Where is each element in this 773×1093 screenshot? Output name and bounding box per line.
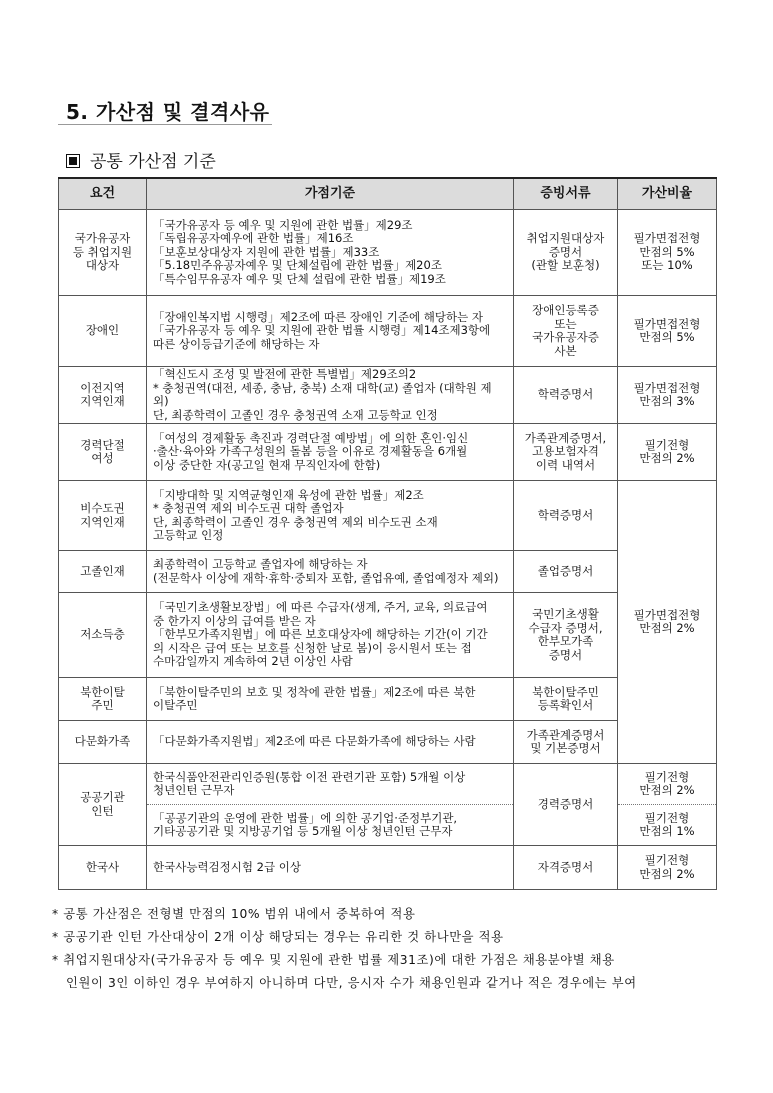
filled-square-icon [66, 154, 80, 168]
documents-cell [514, 593, 618, 678]
cell-line: 이전지역 [80, 380, 125, 395]
note-item: * 취업지원대상자(국가유공자 등 예우 및 지원에 관한 법률 제31조)에 대한 가점은 채용분야별 채용 [52, 953, 615, 967]
cell-line: 「한부모가족지원법」에 따른 보호대상자에 해당하는 기간(이 기간 [153, 627, 488, 642]
subsection-title [66, 147, 216, 172]
documents-cell [514, 210, 618, 296]
cell-line: 따른 상이등급기준에 해당하는 자 [153, 336, 320, 351]
cell-line: 장애인 [85, 323, 120, 338]
cell-line: 필가면접전형 [633, 380, 701, 395]
cell-line: 증명서 [548, 244, 583, 259]
cell-line: 필기전형 [644, 769, 690, 784]
requirement-cell [59, 481, 147, 551]
ratio-cell-merged [618, 481, 717, 764]
criteria-cell [147, 593, 514, 678]
requirement-cell [59, 764, 147, 846]
cell-line: (관할 보훈청) [531, 258, 600, 273]
table-row [59, 805, 717, 846]
table-row [59, 846, 717, 890]
criteria-cell [147, 805, 514, 846]
documents-cell [514, 721, 618, 764]
cell-line: 저소득층 [80, 627, 125, 642]
cell-line: 필가면접전형 [633, 231, 701, 246]
cell-line: 국가유공자 [74, 231, 131, 246]
cell-line: 「독립유공자예우에 관한 법률」제16조 [153, 231, 354, 246]
documents-cell [514, 551, 618, 593]
header-requirement: 요건 [59, 178, 147, 210]
cell-line: 가족관계증명서, [524, 430, 607, 445]
cell-line: 기타공공기관 및 지방공기업 등 5개월 이상 청년인턴 근무자 [153, 824, 453, 838]
ratio-cell [618, 424, 717, 481]
requirement-cell [59, 296, 147, 367]
cell-line: 취업지원대상자 [526, 231, 605, 246]
cell-line: 만점의 5% [639, 244, 695, 259]
cell-line: 「북한이탈주민의 보호 및 정착에 관한 법률」제2조에 따른 북한 [153, 684, 476, 699]
cell-line: 「혁신도시 조성 및 발전에 관한 특별법」제29조의2 [153, 367, 417, 381]
criteria-cell [147, 764, 514, 805]
cell-line: 「지방대학 및 지역균형인재 육성에 관한 법률」제2조 [153, 487, 424, 502]
cell-line: 인턴 [91, 803, 114, 818]
ratio-cell [618, 296, 717, 367]
cell-line: 등 취업지원 [72, 244, 133, 259]
documents-cell [514, 846, 618, 890]
cell-line: 지역인재 [80, 394, 125, 408]
cell-line: 등록확인서 [537, 698, 594, 712]
cell-line: 필기전형 [644, 437, 690, 452]
cell-line: 지역인재 [80, 514, 125, 529]
requirement-cell [59, 846, 147, 890]
ratio-cell [618, 367, 717, 424]
cell-line: 한국식품안전관리인증원(통합 이전 관련기관 포함) 5개월 이상 [153, 769, 466, 784]
cell-line: 중 한가지 이상의 급여를 받은 자 [153, 613, 316, 628]
cell-line: 「5.18민주유공자예우 및 단체설립에 관한 법률」제20조 [153, 258, 442, 273]
cell-line: 단, 최종학력이 고졸인 경우 충청권역 소재 고등학교 인정 [153, 407, 438, 422]
criteria-cell [147, 367, 514, 424]
criteria-cell [147, 846, 514, 890]
criteria-cell [147, 296, 514, 367]
cell-line: 졸업증명서 [537, 563, 594, 578]
cell-line: 만점의 2% [639, 621, 695, 635]
section-title: 5. 가산점 및 결격사유 [66, 100, 270, 124]
cell-line: 다문화가족 [74, 734, 131, 749]
cell-line: 만점의 3% [639, 394, 695, 408]
cell-line: 경력단절 [80, 437, 125, 452]
notes [52, 903, 722, 995]
requirement-cell [59, 367, 147, 424]
cell-line: 고용보험자격 [532, 444, 599, 459]
cell-line: 「장애인복지법 시행령」제2조에 따른 장애인 기준에 해당하는 자 [153, 309, 483, 324]
table-header-row [59, 178, 717, 210]
cell-line: 및 기본증명서 [530, 741, 601, 755]
cell-line: 만점의 2% [639, 783, 695, 797]
documents-cell [514, 678, 618, 721]
cell-line: 증명서 [548, 647, 583, 662]
cell-line: 국가유공자증 [532, 330, 599, 344]
documents-cell [514, 424, 618, 481]
cell-line: 이탈주민 [153, 698, 198, 712]
cell-line: 한부모가족 [537, 634, 594, 648]
cell-line: ·출산·육아와 가족구성원의 돌봄 등을 이유로 경제활동을 6개월 [153, 444, 468, 459]
cell-line: 「국가유공자 등 예우 및 지원에 관한 법률」제29조 [153, 217, 413, 232]
criteria-cell [147, 678, 514, 721]
cell-line: 한국사능력검정시험 2급 이상 [153, 859, 301, 874]
cell-line: 「여성의 경제활동 촉진과 경력단절 예방법」에 의한 혼인·임신 [153, 430, 469, 445]
cell-line: 가족관계증명서 [526, 727, 605, 742]
documents-cell [514, 481, 618, 551]
cell-line: 수급자 증명서, [528, 620, 603, 635]
table-row [59, 367, 717, 424]
table-row [59, 296, 717, 367]
documents-cell [514, 367, 618, 424]
subsection-title-text: 공통 가산점 기준 [90, 152, 216, 172]
criteria-cell [147, 210, 514, 296]
ratio-cell [618, 764, 717, 805]
ratio-cell [618, 805, 717, 846]
criteria-cell [147, 721, 514, 764]
cell-line: 필기전형 [644, 810, 690, 825]
cell-line: 「보훈보상대상자 지원에 관한 법률」제33조 [153, 244, 380, 259]
cell-line: 필기전형 [644, 853, 690, 867]
cell-line: 「특수임무유공자 예우 및 단체 설립에 관한 법률」제19조 [153, 271, 446, 286]
note-item: * 공통 가산점은 전형별 만점의 10% 범위 내에서 중복하여 적용 [52, 907, 416, 921]
ratio-cell [618, 846, 717, 890]
criteria-cell [147, 424, 514, 481]
cell-line: 「국민기초생활보장법」에 따른 수급자(생계, 주거, 교육, 의료급여 [153, 600, 488, 615]
cell-line: 만점의 2% [639, 866, 695, 881]
cell-line: 고등학교 인정 [153, 528, 224, 542]
cell-line: 청년인턴 근무자 [153, 783, 235, 797]
cell-line: (전문학사 이상에 재학·휴학·중퇴자 포함, 졸업유예, 졸업예정자 제외) [153, 570, 499, 585]
ratio-cell [618, 210, 717, 296]
header-ratio: 가산비율 [618, 178, 717, 210]
cell-line: 만점의 5% [639, 330, 695, 344]
cell-line: 또는 10% [641, 258, 693, 273]
criteria-cell [147, 551, 514, 593]
cell-line: 여성 [91, 451, 114, 465]
requirement-cell [59, 721, 147, 764]
header-criteria: 가점기준 [147, 178, 514, 210]
documents-cell [514, 764, 618, 846]
requirement-cell [59, 424, 147, 481]
cell-line: 이상 중단한 자(공고일 현재 무직인자에 한함) [153, 457, 381, 472]
cell-line: 학력증명서 [537, 507, 594, 522]
cell-line: 만점의 1% [639, 824, 695, 838]
requirement-cell [59, 593, 147, 678]
cell-line: 북한이탈 [80, 684, 125, 699]
note-item-continued: 인원이 3인 이하인 경우 부여하지 아니하며 다만, 응시자 수가 채용인원과 같거나 적은 경우에는 부여 [66, 976, 637, 990]
cell-line: 「다문화가족지원법」제2조에 따른 다문화가족에 해당하는 사람 [153, 734, 476, 749]
requirement-cell [59, 678, 147, 721]
table-row [59, 424, 717, 481]
cell-line: 단, 최종학력이 고졸인 경우 충청권역 제외 비수도권 소재 [153, 514, 438, 529]
table-row [59, 210, 717, 296]
cell-line: 장애인등록증 [532, 303, 599, 317]
cell-line: 필가면접전형 [633, 607, 701, 622]
requirement-cell [59, 210, 147, 296]
cell-line: 이력 내역서 [535, 457, 596, 472]
header-documents: 증빙서류 [514, 178, 618, 210]
cell-line: 공공기관 [80, 790, 125, 804]
cell-line: 자격증명서 [537, 859, 594, 874]
documents-cell [514, 296, 618, 367]
cell-line: 만점의 2% [639, 451, 695, 465]
cell-line: 수마감일까지 계속하여 2년 이상인 사람 [153, 654, 353, 669]
cell-line: 대상자 [85, 258, 120, 273]
cell-line: 「국가유공자 등 예우 및 지원에 관한 법률 시행령」제14조제3항에 [153, 323, 491, 338]
cell-line: 필가면접전형 [633, 316, 701, 331]
criteria-cell [147, 481, 514, 551]
cell-line: 학력증명서 [537, 387, 594, 402]
cell-line: * 충청권역(대전, 세종, 충남, 충북) 소재 대학(교) 졸업자 (대학원 제외) [153, 380, 492, 408]
cell-line: 경력증명서 [537, 796, 594, 811]
cell-line: 국민기초생활 [532, 607, 599, 621]
cell-line: 의 시작은 급여 또는 보호를 신청한 날로 봄)이 응시원서 또는 접 [153, 640, 472, 655]
cell-line: 한국사 [85, 859, 120, 874]
cell-line: 북한이탈주민 [532, 684, 599, 699]
bonus-points-table [58, 177, 717, 890]
section-underline [58, 124, 272, 125]
table-row [59, 481, 717, 551]
cell-line: 주민 [91, 698, 114, 712]
cell-line: 또는 [554, 316, 577, 331]
cell-line: 고졸인재 [80, 563, 125, 578]
cell-line: 「공공기관의 운영에 관한 법률」에 의한 공기업·준정부기관, [153, 810, 458, 825]
note-item: * 공공기관 인턴 가산대상이 2개 이상 해당되는 경우는 유리한 것 하나만을 적용 [52, 930, 504, 944]
cell-line: * 충청권역 제외 비수도권 대학 졸업자 [153, 501, 344, 515]
cell-line: 비수도권 [80, 501, 125, 515]
cell-line: 최종학력이 고등학교 졸업자에 해당하는 자 [153, 557, 368, 571]
cell-line: 사본 [554, 343, 577, 358]
table-row [59, 764, 717, 805]
requirement-cell [59, 551, 147, 593]
